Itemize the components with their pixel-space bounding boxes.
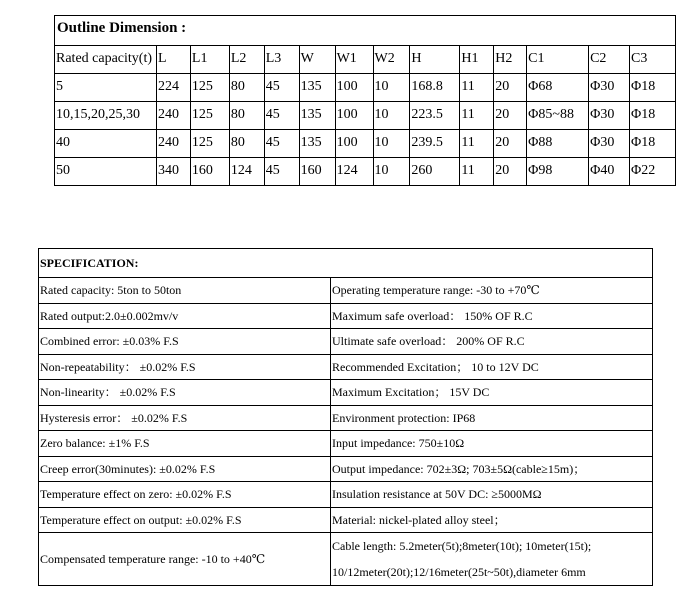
spec-left-cell: Combined error: ±0.03% F.S: [39, 329, 331, 355]
cable-length-line-1: Cable length: 5.2meter(5t);8meter(10t); 10meter(15t);: [332, 539, 592, 553]
table-row: [39, 482, 653, 508]
table-cell: 20: [494, 74, 527, 102]
table-cell: Φ30: [589, 102, 630, 130]
table-cell: 10: [373, 158, 410, 186]
table-cell: Φ68: [527, 74, 589, 102]
spec-left-cell: Temperature effect on output: ±0.02% F.S: [39, 507, 331, 533]
table-cell: 124: [229, 158, 264, 186]
table-cell: 80: [229, 130, 264, 158]
spec-right-cell: Recommended Excitation； 10 to 12V DC: [331, 354, 653, 380]
table-cell: 10: [373, 130, 410, 158]
spec-right-cell: Maximum safe overload： 150% OF R.C: [331, 303, 653, 329]
table-cell: Φ18: [630, 130, 676, 158]
table-cell: 40: [55, 130, 157, 158]
specification-table: [38, 248, 653, 586]
table-row: [55, 158, 676, 186]
table-row: [39, 507, 653, 533]
table-cell: 240: [156, 130, 190, 158]
spec-right-cell: Maximum Excitation； 15V DC: [331, 380, 653, 406]
table-row: [39, 431, 653, 457]
spec-right-cell: Input impedance: 750±10Ω: [331, 431, 653, 457]
table-cell: 80: [229, 74, 264, 102]
table-row: [39, 354, 653, 380]
table-row: [39, 456, 653, 482]
cable-length-line-2: 10/12meter(20t);12/16meter(25t~50t),diameter 6mm: [332, 565, 586, 579]
table-cell: 50: [55, 158, 157, 186]
column-header: C1: [527, 46, 589, 74]
table-cell: Φ18: [630, 102, 676, 130]
table-cell: 11: [460, 158, 494, 186]
spec-right-cell: Ultimate safe overload： 200% OF R.C: [331, 329, 653, 355]
table-row: [39, 380, 653, 406]
table-cell: 10,15,20,25,30: [55, 102, 157, 130]
column-header: H1: [460, 46, 494, 74]
table-cell: Φ30: [589, 74, 630, 102]
specification-title: SPECIFICATION:: [39, 249, 653, 278]
table-row: [55, 74, 676, 102]
spec-left-cell: Zero balance: ±1% F.S: [39, 431, 331, 457]
spec-right-cell: Environment protection: IP68: [331, 405, 653, 431]
table-row: [39, 533, 653, 586]
table-cell: Φ88: [527, 130, 589, 158]
spec-left-cell: Non-linearity： ±0.02% F.S: [39, 380, 331, 406]
table-cell: 11: [460, 74, 494, 102]
column-header: W2: [373, 46, 410, 74]
table-cell: 135: [299, 130, 335, 158]
table-cell: 125: [190, 130, 229, 158]
column-header: W: [299, 46, 335, 74]
table-row: [55, 130, 676, 158]
table-cell: 168.8: [410, 74, 460, 102]
table-cell: 340: [156, 158, 190, 186]
table-cell: 45: [264, 102, 299, 130]
table-cell: Φ85~88: [527, 102, 589, 130]
table-cell: 45: [264, 74, 299, 102]
table-cell: 124: [335, 158, 373, 186]
table-cell: 125: [190, 102, 229, 130]
table-cell: 20: [494, 102, 527, 130]
outline-title: Outline Dimension :: [55, 16, 676, 46]
table-cell: 5: [55, 74, 157, 102]
table-row: [39, 303, 653, 329]
table-row: [39, 405, 653, 431]
spec-left-cell: Compensated temperature range: -10 to +40℃: [39, 533, 331, 586]
table-cell: Φ98: [527, 158, 589, 186]
spec-left-cell: Creep error(30minutes): ±0.02% F.S: [39, 456, 331, 482]
table-cell: 100: [335, 102, 373, 130]
table-cell: 125: [190, 74, 229, 102]
column-header: H: [410, 46, 460, 74]
table-cell: 10: [373, 74, 410, 102]
table-cell: 80: [229, 102, 264, 130]
spec-left-cell: Hysteresis error： ±0.02% F.S: [39, 405, 331, 431]
table-cell: 45: [264, 158, 299, 186]
spec-right-cell: Operating temperature range: -30 to +70℃: [331, 278, 653, 304]
spec-right-cell: Material: nickel-plated alloy steel；: [331, 507, 653, 533]
spec-right-cell: Insulation resistance at 50V DC: ≥5000MΩ: [331, 482, 653, 508]
spec-left-cell: Rated output:2.0±0.002mv/v: [39, 303, 331, 329]
table-cell: 260: [410, 158, 460, 186]
table-cell: 160: [190, 158, 229, 186]
column-header: L: [156, 46, 190, 74]
table-cell: 135: [299, 102, 335, 130]
table-row: [39, 278, 653, 304]
table-cell: Φ40: [589, 158, 630, 186]
column-header: Rated capacity(t): [55, 46, 157, 74]
table-row: [55, 102, 676, 130]
table-cell: Φ22: [630, 158, 676, 186]
outline-dimension-table: [54, 15, 676, 186]
spec-right-cell: [331, 533, 653, 586]
column-header: W1: [335, 46, 373, 74]
table-cell: 100: [335, 74, 373, 102]
table-cell: 240: [156, 102, 190, 130]
table-cell: 11: [460, 130, 494, 158]
spec-left-cell: Rated capacity: 5ton to 50ton: [39, 278, 331, 304]
spec-left-cell: Temperature effect on zero: ±0.02% F.S: [39, 482, 331, 508]
table-cell: 10: [373, 102, 410, 130]
column-header: C2: [589, 46, 630, 74]
table-cell: 135: [299, 74, 335, 102]
table-cell: 20: [494, 158, 527, 186]
spec-right-cell: Output impedance: 702±3Ω; 703±5Ω(cable≥15m)；: [331, 456, 653, 482]
table-cell: 160: [299, 158, 335, 186]
table-row: [39, 329, 653, 355]
table-cell: 100: [335, 130, 373, 158]
table-cell: Φ30: [589, 130, 630, 158]
table-cell: 20: [494, 130, 527, 158]
table-cell: 11: [460, 102, 494, 130]
outline-header-row: [55, 46, 676, 74]
column-header: L1: [190, 46, 229, 74]
column-header: L3: [264, 46, 299, 74]
column-header: H2: [494, 46, 527, 74]
column-header: C3: [630, 46, 676, 74]
spec-left-cell: Non-repeatability： ±0.02% F.S: [39, 354, 331, 380]
table-cell: 224: [156, 74, 190, 102]
table-cell: 45: [264, 130, 299, 158]
column-header: L2: [229, 46, 264, 74]
table-cell: Φ18: [630, 74, 676, 102]
table-cell: 239.5: [410, 130, 460, 158]
table-cell: 223.5: [410, 102, 460, 130]
